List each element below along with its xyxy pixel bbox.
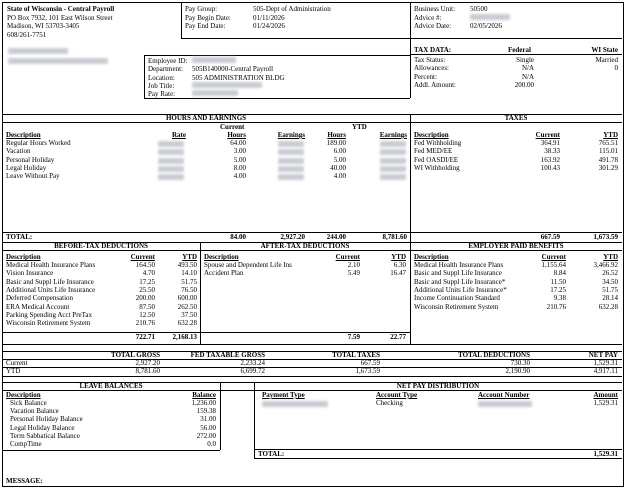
leave-row-desc: Legal Holiday Balance xyxy=(10,423,75,432)
tax-data-federal: 200.00 xyxy=(514,80,534,89)
tax-data-wi: Married xyxy=(595,56,618,64)
before-tax-row-desc: Basic and Suppl Life Insurance xyxy=(6,277,94,286)
tax-row-ytd: 301.29 xyxy=(598,163,618,172)
before-tax-row-ytd: 493.50 xyxy=(177,261,197,269)
earnings-row-hours: 5.00 xyxy=(233,155,246,164)
summary-ytd-taxes: 1,673.59 xyxy=(355,367,380,375)
benefit-row-current: 11.50 xyxy=(550,277,566,286)
earnings-col-earnings: Earnings xyxy=(277,131,305,139)
payment-type-redacted xyxy=(262,401,328,407)
net-dist-account-type: Checking xyxy=(376,399,403,407)
after-tax-row-desc: Spouse and Dependent Life Ins xyxy=(204,261,292,269)
summary-current-net: 1,529.31 xyxy=(593,359,618,367)
earnings-row-ytd-hours: 4.00 xyxy=(333,172,346,181)
benefit-row-desc: Income Continuation Standard xyxy=(414,294,500,303)
earnings-row-desc: Regular Hours Worked xyxy=(6,139,71,147)
tax-row-ytd: 765.51 xyxy=(598,139,618,147)
earnings-row-desc: Leave Without Pay xyxy=(6,172,60,181)
leave-row-balance: 0.0 xyxy=(207,440,216,448)
employer-block xyxy=(7,5,114,39)
earnings-row-ytd-hours: 40.00 xyxy=(330,163,346,172)
tax-row-desc: Fed Withholding xyxy=(414,139,462,147)
before-tax-row-current: 12.50 xyxy=(139,310,155,319)
location-value: 505 ADMINISTRATION BLDG xyxy=(192,73,285,82)
leave-row-desc: CompTime xyxy=(10,440,42,448)
summary-head-deductions: TOTAL DEDUCTIONS xyxy=(458,351,530,359)
net-dist-total-label: TOTAL: xyxy=(258,450,285,458)
net-dist-col-account-type: Account Type xyxy=(376,391,418,399)
tax-row-ytd: 115.01 xyxy=(599,147,618,156)
before-tax-row-current: 164.50 xyxy=(135,261,155,269)
leave-col-desc: Description xyxy=(6,391,41,399)
earnings-col-desc: Description xyxy=(6,131,41,139)
leave-row-desc: Sick Balance xyxy=(10,399,47,407)
before-tax-row-desc: Medical Health Insurance Plans xyxy=(6,261,96,269)
tax-row-current: 100.43 xyxy=(540,163,560,172)
benefit-row-current: 17.25 xyxy=(550,285,566,294)
benefit-row-ytd: 3,466.92 xyxy=(593,261,618,269)
before-tax-row-ytd: 76.50 xyxy=(181,285,197,294)
before-tax-row-current: 4.70 xyxy=(142,269,155,278)
taxes-title: TAXES xyxy=(504,114,528,122)
tax-data-title: TAX DATA: xyxy=(414,46,452,54)
advice-block: Business Unit: 50500 Advice #: Advice Date: 02/05/2026 xyxy=(414,5,510,31)
leave-row-desc: Term Sabbatical Balance xyxy=(10,431,80,440)
leave-row-balance: 272.00 xyxy=(196,431,216,440)
benefit-row-desc: Wisconsin Retirement System xyxy=(414,302,499,311)
earnings-row-ytd-hours: 189.00 xyxy=(326,139,346,147)
tax-data-federal: Single xyxy=(516,56,534,64)
summary-head-gross: TOTAL GROSS xyxy=(111,351,160,359)
summary-current-deductions: 730.30 xyxy=(510,359,530,367)
before-tax-col-ytd: YTD xyxy=(182,253,197,261)
earnings-current-label: Current xyxy=(220,123,245,131)
earnings-redacted xyxy=(278,174,304,180)
pay-end-value: 01/24/2026 xyxy=(253,22,285,30)
earnings-total-label: TOTAL: xyxy=(6,233,33,241)
tax-row-desc: Fed MED/EE xyxy=(414,147,453,156)
earnings-ytd-label: YTD xyxy=(352,123,367,131)
advice-date-value: 02/05/2026 xyxy=(470,22,502,30)
leave-row-desc: Vacation Balance xyxy=(10,407,59,416)
business-unit-value: 50500 xyxy=(470,5,488,13)
benefit-row-desc: Medical Health Insurance Plans xyxy=(414,261,504,269)
tax-data-label: Allowances: xyxy=(414,64,449,73)
benefit-row-ytd: 34.50 xyxy=(602,277,618,286)
tax-data-label: Addl. Amount: xyxy=(414,80,457,89)
before-tax-row-ytd: 262.50 xyxy=(177,302,197,311)
benefit-row-ytd: 632.28 xyxy=(598,302,618,311)
after-tax-col-current: Current xyxy=(335,253,360,261)
ytd-earnings-redacted xyxy=(380,166,406,172)
earnings-col-ytd-hours: Hours xyxy=(327,131,346,139)
benefit-row-ytd: 26.52 xyxy=(602,269,618,278)
advice-number-redacted xyxy=(470,14,510,20)
before-tax-row-ytd: 51.75 xyxy=(181,277,197,286)
employee-address-redacted xyxy=(8,58,108,64)
benefit-row-desc: Basic and Suppl Life Insurance xyxy=(414,269,502,278)
summary-head-fed: FED TAXABLE GROSS xyxy=(190,351,265,359)
summary-current-gross: 2,927.20 xyxy=(135,359,160,367)
benefit-row-current: 9.38 xyxy=(553,294,566,303)
taxes-col-current: Current xyxy=(535,131,560,139)
summary-ytd-net: 4,917.11 xyxy=(593,367,618,375)
ytd-earnings-redacted xyxy=(380,141,406,147)
net-dist-col-amount: Amount xyxy=(593,391,618,399)
net-dist-title: NET PAY DISTRIBUTION xyxy=(396,382,480,390)
after-tax-row-current: 5.49 xyxy=(347,269,360,278)
rate-redacted xyxy=(158,174,184,180)
tax-data-block: TAX DATA: Federal WI State xyxy=(414,46,618,54)
before-tax-total-current: 722.71 xyxy=(135,333,155,341)
before-tax-row-ytd: 600.00 xyxy=(177,294,197,303)
summary-ytd-gross: 8,781.60 xyxy=(135,367,160,375)
pay-period-block: Pay Group: 505-Dept of Administration Pay Begin Date: 01/11/2026 Pay End Date: 01/24/2026 xyxy=(185,5,331,30)
taxes-total-current: 667.59 xyxy=(540,233,560,241)
tax-data-label: Percent: xyxy=(414,72,437,81)
before-tax-row-desc: Parking Spending Acct PreTax xyxy=(6,310,93,319)
hours-earnings-title: HOURS AND EARNINGS xyxy=(165,114,247,122)
before-tax-row-desc: ERA Medical Account xyxy=(6,302,70,311)
before-tax-row-current: 87.50 xyxy=(139,302,155,311)
ytd-earnings-redacted xyxy=(380,174,406,180)
net-dist-col-account-number: Account Number xyxy=(478,391,530,399)
summary-head-taxes: TOTAL TAXES xyxy=(332,351,380,359)
leave-col-balance: Balance xyxy=(192,391,216,399)
before-tax-col-desc: Description xyxy=(6,253,41,261)
earnings-col-rate: Rate xyxy=(172,131,186,139)
after-tax-col-ytd: YTD xyxy=(391,253,406,261)
employer-address-1: PO Box 7932, 101 East Wilson Street xyxy=(7,13,113,22)
earnings-redacted xyxy=(278,149,304,155)
earnings-row-desc: Legal Holiday xyxy=(6,163,47,172)
before-tax-row-current: 17.25 xyxy=(139,277,155,286)
earnings-redacted xyxy=(278,166,304,172)
after-tax-total-ytd: 22.77 xyxy=(390,333,406,341)
taxes-col-desc: Description xyxy=(414,131,449,139)
tax-row-current: 364.91 xyxy=(540,139,560,147)
ytd-earnings-redacted xyxy=(380,158,406,164)
employer-benefits-title: EMPLOYER PAID BENEFITS xyxy=(468,242,564,250)
before-tax-row-current: 200.00 xyxy=(135,294,155,303)
before-tax-row-current: 210.76 xyxy=(135,319,155,328)
summary-current-taxes: 667.59 xyxy=(360,359,380,367)
employer-phone: 608/261-7751 xyxy=(7,30,47,39)
after-tax-col-desc: Description xyxy=(204,253,239,261)
tax-row-ytd: 491.78 xyxy=(598,155,618,164)
earnings-row-hours: 4.00 xyxy=(233,172,246,181)
earnings-row-hours: 8.00 xyxy=(233,163,246,172)
before-tax-row-desc: Deferred Compensation xyxy=(6,294,74,303)
earnings-total-hours: 84.00 xyxy=(230,233,246,241)
summary-current-fed: 2,233.24 xyxy=(240,359,265,367)
earnings-row-ytd-hours: 6.00 xyxy=(333,147,346,156)
leave-row-balance: 159.38 xyxy=(196,407,216,416)
earnings-col-hours: Hours xyxy=(227,131,246,139)
account-number-redacted xyxy=(478,401,532,407)
rate-redacted xyxy=(158,166,184,172)
earnings-total-ytd-hours: 244.00 xyxy=(326,233,346,241)
before-tax-title: BEFORE-TAX DEDUCTIONS xyxy=(54,242,148,250)
department-value: 505B140000-Central Payroll xyxy=(192,65,274,74)
earnings-total-ytd-earnings: 8,781.60 xyxy=(382,233,407,241)
ytd-earnings-redacted xyxy=(380,149,406,155)
taxes-col-ytd: YTD xyxy=(603,131,618,139)
tax-row-current: 163.92 xyxy=(540,155,560,164)
job-title-redacted xyxy=(192,82,262,88)
summary-ytd-fed: 6,699.72 xyxy=(240,367,265,375)
employer-name: State of Wisconsin - Central Payroll xyxy=(7,5,115,13)
before-tax-row-ytd: 37.50 xyxy=(181,310,197,319)
before-tax-row-current: 25.50 xyxy=(139,285,155,294)
benefits-col-desc: Description xyxy=(414,253,449,261)
earnings-redacted xyxy=(278,158,304,164)
net-dist-col-payment-type: Payment Type xyxy=(262,391,305,399)
after-tax-total-current: 7.59 xyxy=(347,333,360,341)
earnings-row-desc: Personal Holiday xyxy=(6,155,55,164)
benefit-row-current: 210.76 xyxy=(546,302,566,311)
leave-row-desc: Personal Holiday Balance xyxy=(10,415,83,424)
tax-data-federal: N/A xyxy=(521,64,534,73)
benefit-row-desc: Basic and Suppl Life Insurance* xyxy=(414,277,506,286)
summary-ytd-deductions: 2,190.90 xyxy=(505,367,530,375)
benefit-row-current: 1,155.64 xyxy=(541,261,566,269)
net-dist-total: 1,529.31 xyxy=(593,450,618,458)
employee-details: Employee ID: Department: 505B140000-Central Payroll Location: 505 ADMINISTRATION BLDG Job Title: Pay Rate: xyxy=(148,57,285,99)
before-tax-total-ytd: 2,168.13 xyxy=(172,333,197,341)
rate-redacted xyxy=(158,141,184,147)
earnings-row-desc: Vacation xyxy=(6,147,31,156)
benefit-row-desc: Additional Units Life Insurance* xyxy=(414,285,507,294)
rate-redacted xyxy=(158,158,184,164)
after-tax-row-desc: Accident Plan xyxy=(204,269,244,278)
employee-name-redacted xyxy=(8,48,68,54)
benefits-col-current: Current xyxy=(541,253,566,261)
employer-address-2: Madison, WI 53703-3405 xyxy=(7,22,80,30)
earnings-row-ytd-hours: 5.00 xyxy=(333,155,346,164)
before-tax-row-ytd: 632.28 xyxy=(177,319,197,328)
rate-redacted xyxy=(158,149,184,155)
taxes-total-ytd: 1,673.59 xyxy=(593,233,618,241)
benefit-row-ytd: 28.14 xyxy=(602,294,618,303)
before-tax-row-ytd: 14.10 xyxy=(181,269,197,278)
leave-row-balance: 31.00 xyxy=(200,415,216,424)
earnings-col-ytd-earnings: Earnings xyxy=(379,131,407,139)
after-tax-row-current: 2.10 xyxy=(347,261,360,269)
tax-row-current: 38.33 xyxy=(544,147,560,156)
tax-data-wi: 0 xyxy=(614,64,618,73)
message-label: MESSAGE: xyxy=(6,477,43,485)
summary-ytd-label: YTD xyxy=(6,367,21,375)
summary-head-net: NET PAY xyxy=(588,351,618,359)
tax-row-desc: Fed OASDI/EE xyxy=(414,155,459,164)
tax-row-desc: WI Withholding xyxy=(414,163,460,172)
leave-row-balance: 1,236.00 xyxy=(191,399,216,407)
tax-data-federal: N/A xyxy=(521,72,534,81)
benefits-col-ytd: YTD xyxy=(603,253,618,261)
before-tax-col-current: Current xyxy=(130,253,155,261)
earnings-row-hours: 64.00 xyxy=(230,139,246,147)
leave-row-balance: 56.00 xyxy=(200,423,216,432)
summary-current-label: Current xyxy=(6,359,28,367)
pay-begin-value: 01/11/2026 xyxy=(253,13,285,22)
before-tax-row-desc: Vision Insurance xyxy=(6,269,54,278)
benefit-row-ytd: 51.75 xyxy=(602,285,618,294)
before-tax-row-desc: Additional Units Life Insurance xyxy=(6,285,96,294)
after-tax-row-ytd: 16.47 xyxy=(390,269,406,278)
tax-data-label: Tax Status: xyxy=(414,56,446,64)
after-tax-title: AFTER-TAX DEDUCTIONS xyxy=(260,242,350,250)
benefit-row-current: 8.84 xyxy=(553,269,566,278)
net-dist-amount: 1,529.31 xyxy=(593,399,618,407)
after-tax-row-ytd: 6.30 xyxy=(393,261,406,269)
before-tax-row-desc: Wisconsin Retirement System xyxy=(6,319,91,328)
earnings-redacted xyxy=(278,141,304,147)
earnings-total-earnings: 2,927.20 xyxy=(280,233,305,241)
leave-title: LEAVE BALANCES xyxy=(79,382,143,390)
pay-rate-redacted xyxy=(192,90,238,96)
pay-group-value: 505-Dept of Administration xyxy=(253,5,331,13)
employee-id-redacted xyxy=(192,57,236,63)
earnings-row-hours: 3.00 xyxy=(233,147,246,156)
